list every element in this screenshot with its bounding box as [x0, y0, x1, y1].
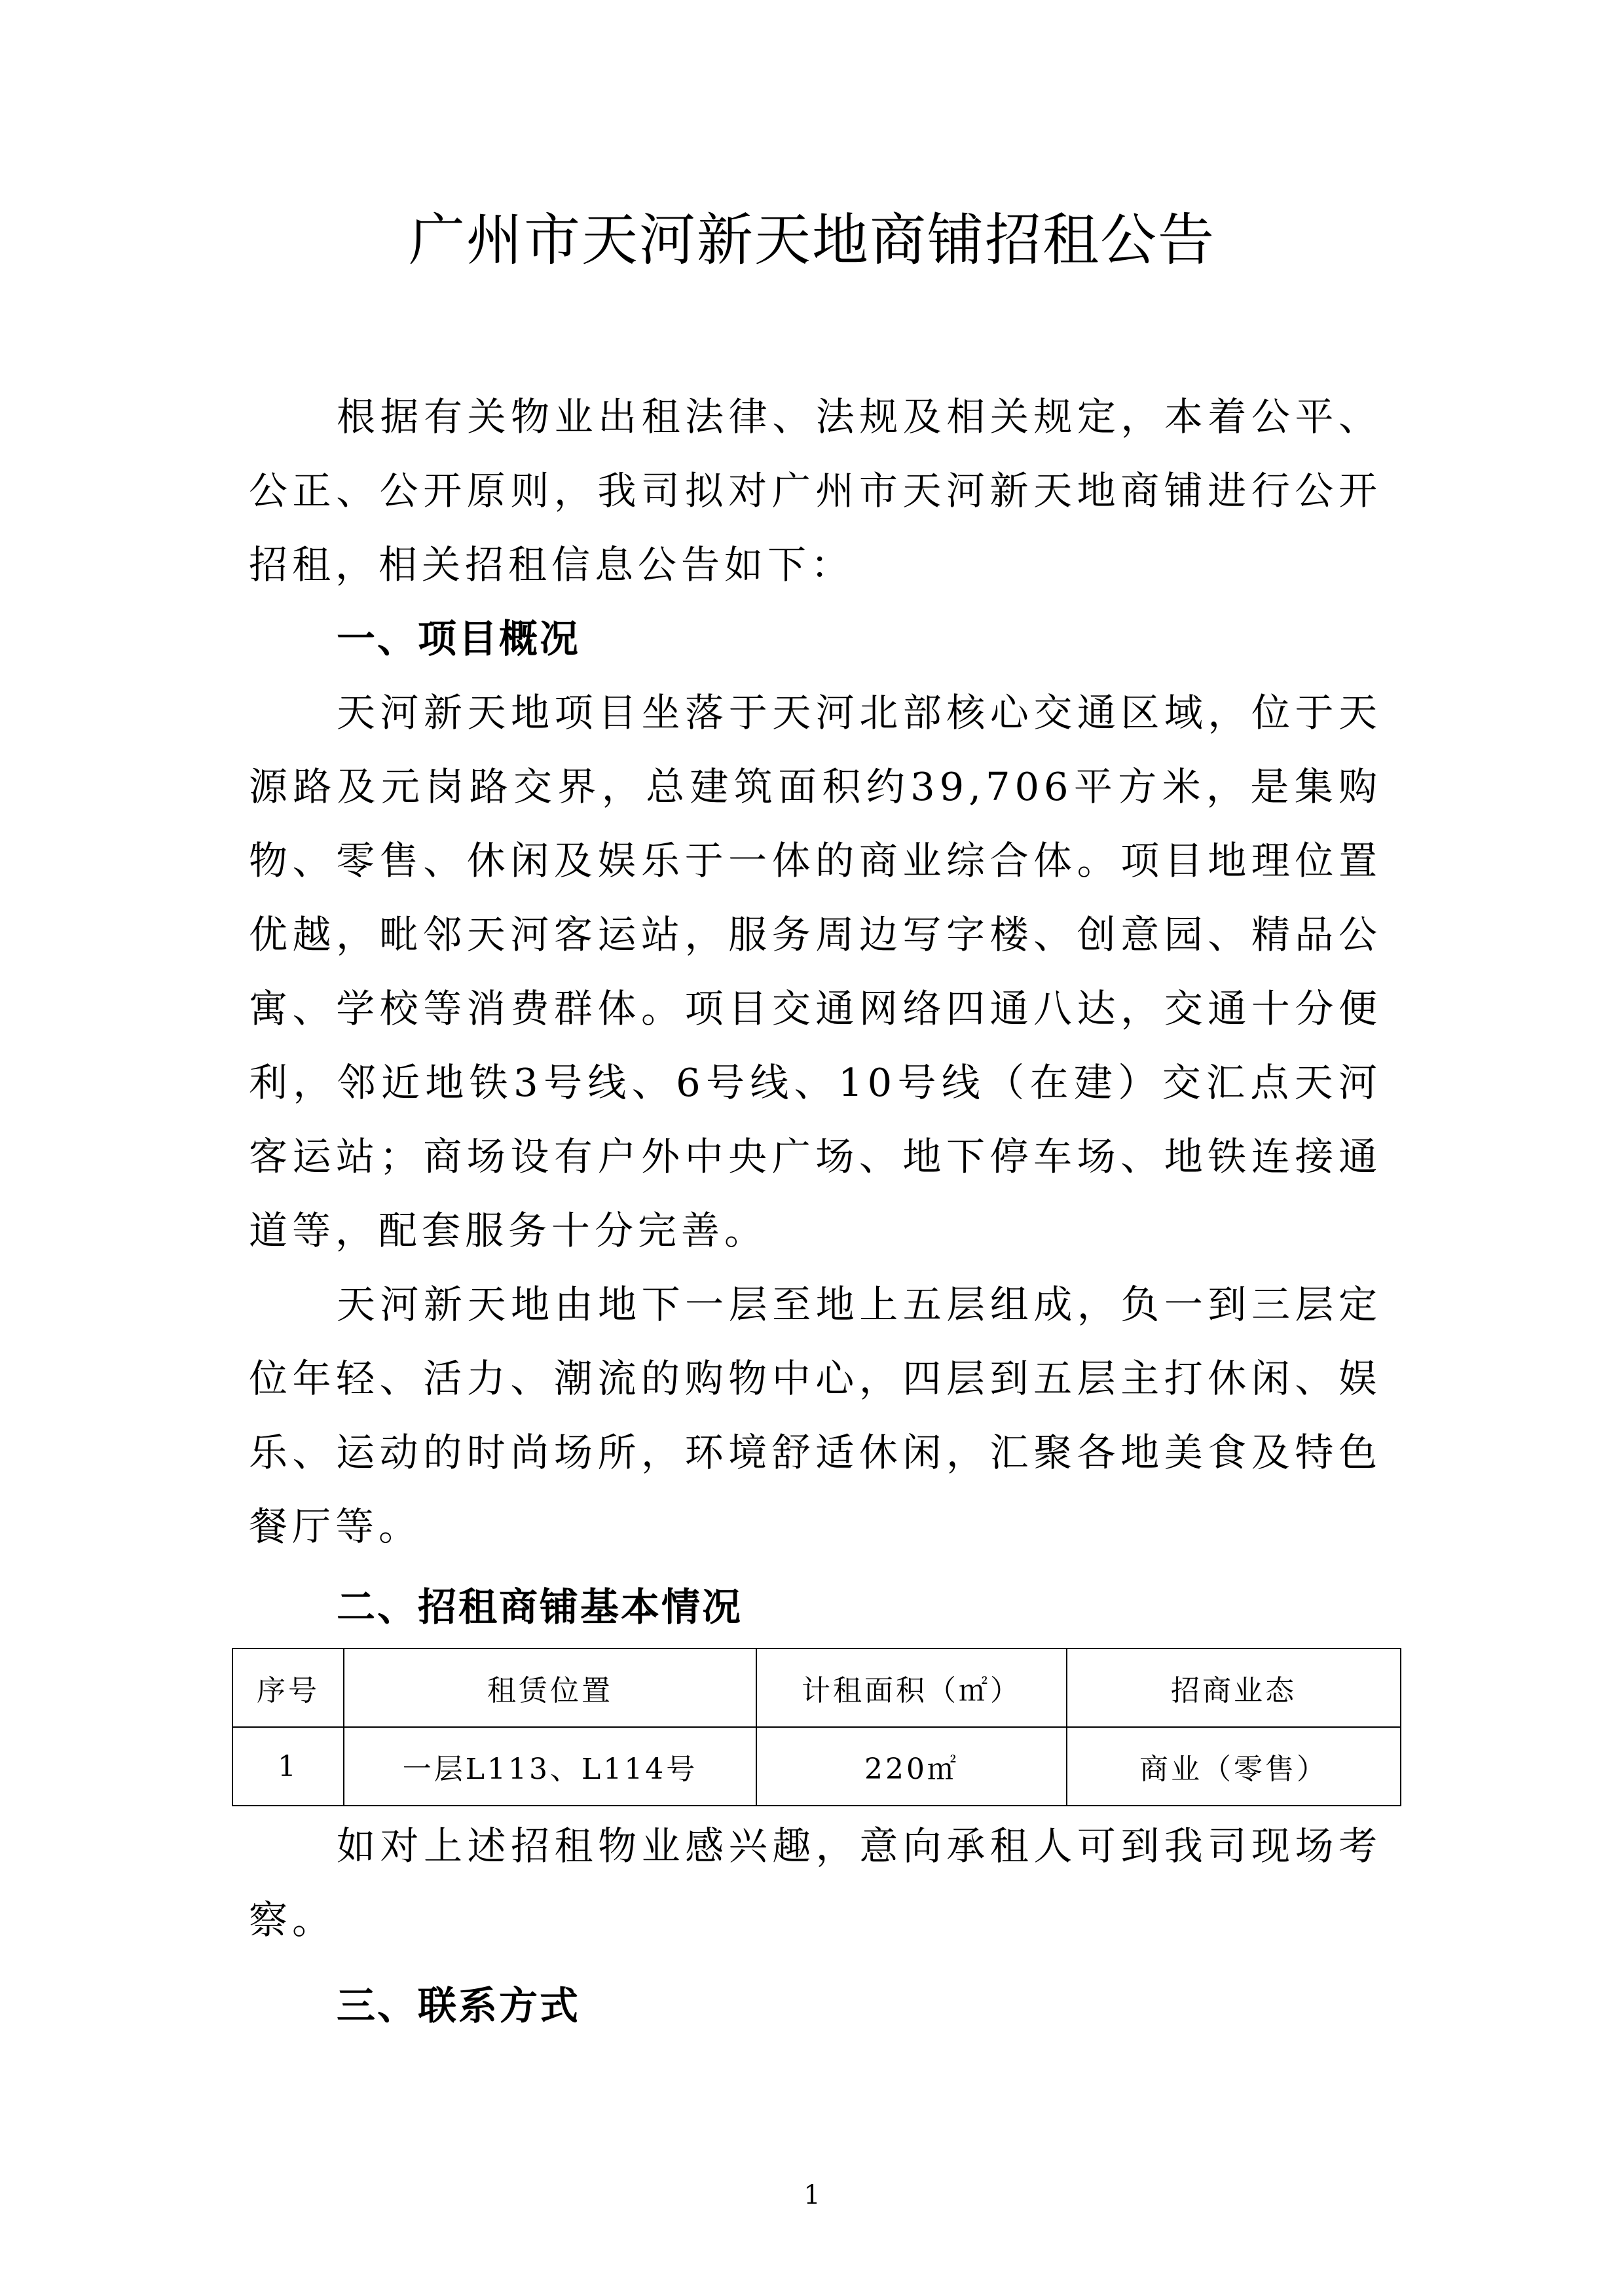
- table-row: [232, 1727, 1401, 1806]
- project-overview-paragraph: 天河新天地项目坐落于天河北部核心交通区域，位于天源路及元岗路交界，总建筑面积约39,706平方米，是集购物、零售、休闲及娱乐于一体的商业综合体。项目地理位置优越，毗邻天河客运站，服务周边写字楼、创意园、精品公寓、学校等消费群体。项目交通网络四通八达，交通十分便利，邻近地铁3号线、6号线、10号线（在建）交汇点天河客运站；商场设有户外中央广场、地下停车场、地铁连接通道等，配套服务十分完善。: [249, 690, 1382, 1253]
- table-header-cell: 招商业态: [1067, 1649, 1401, 1727]
- inspection-note-paragraph: 如对上述招租物业感兴趣，意向承租人可到我司现场考察。: [249, 1823, 1382, 1942]
- table-header-cell: 计租面积（㎡）: [756, 1649, 1067, 1727]
- intro-paragraph: 根据有关物业出租法律、法规及相关规定，本着公平、公正、公开原则，我司拟对广州市天河新天地商铺进行公开招租，相关招租信息公告如下：: [249, 394, 1382, 587]
- document-body: [249, 380, 1382, 2043]
- project-floors-paragraph: 天河新天地由地下一层至地上五层组成，负一到三层定位年轻、活力、潮流的购物中心，四层到五层主打休闲、娱乐、运动的时尚场所，环境舒适休闲，汇聚各地美食及特色餐厅等。: [249, 1282, 1382, 1549]
- table-cell: 220㎡: [756, 1727, 1067, 1806]
- section-heading-shop-info: 二、招租商铺基本情况: [337, 1584, 743, 1630]
- section-heading-contact: 三、联系方式: [337, 1983, 581, 2028]
- table-header-row: [232, 1649, 1401, 1727]
- page-title: 广州市天河新天地商铺招租公告: [409, 208, 1215, 273]
- table-cell: 商业（零售）: [1067, 1727, 1401, 1806]
- section-heading-project-overview: 一、项目概况: [337, 616, 581, 661]
- table-cell: 1: [232, 1727, 344, 1806]
- table-header-cell: 序号: [232, 1649, 344, 1727]
- page-number: 1: [803, 2180, 821, 2210]
- table-header-cell: 租赁位置: [344, 1649, 756, 1727]
- shop-table: [232, 1648, 1401, 1806]
- table-cell: 一层L113、L114号: [344, 1727, 756, 1806]
